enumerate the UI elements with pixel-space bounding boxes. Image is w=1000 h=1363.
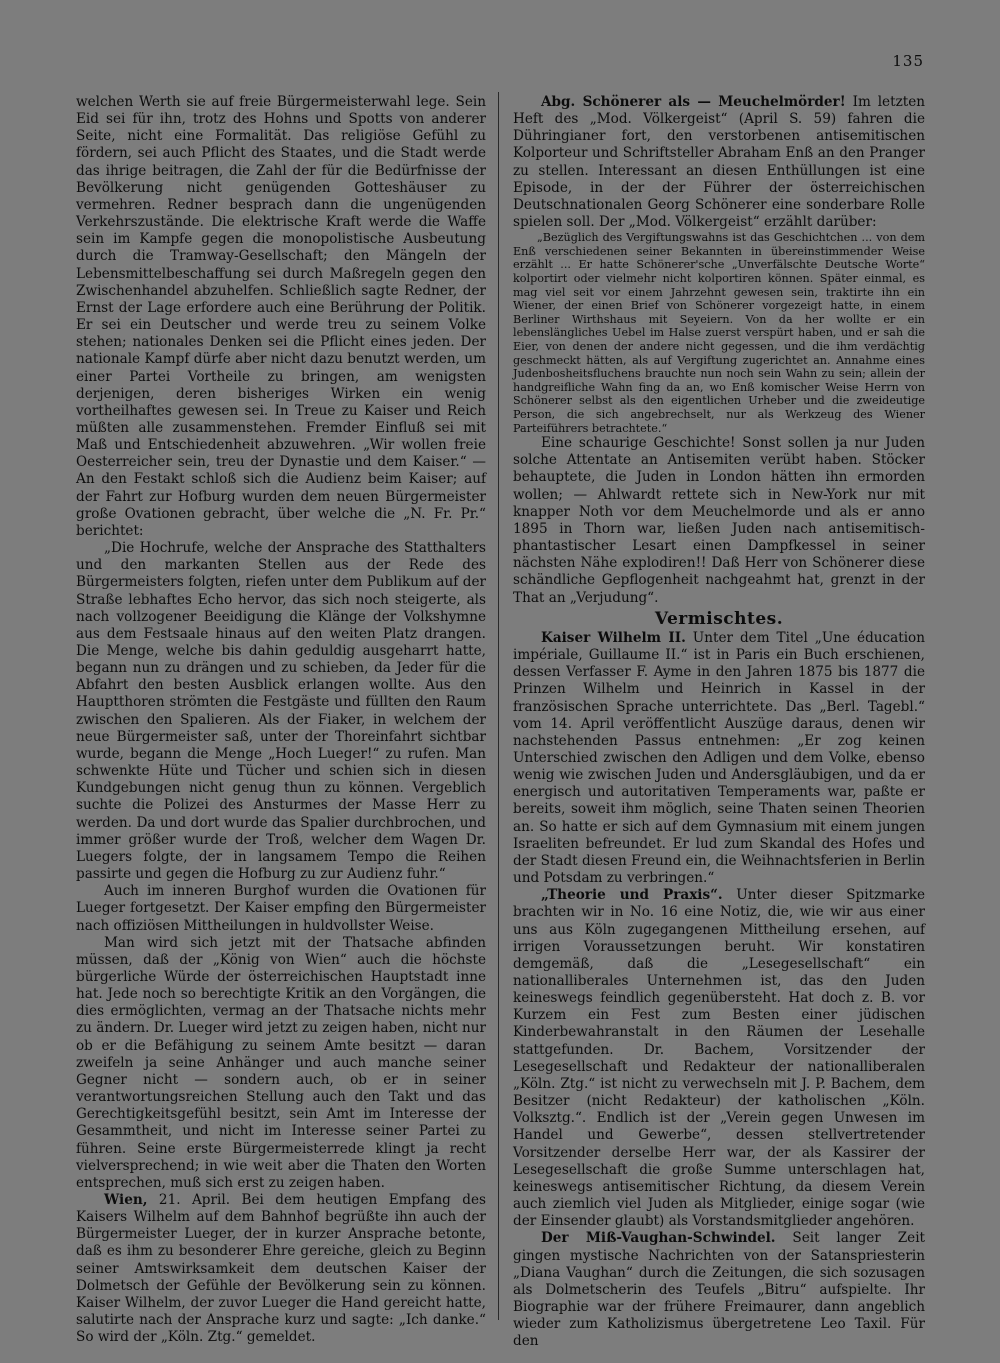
right-paragraph-1 <box>513 94 925 231</box>
right-paragraph-1-text: Im letzten Heft des „Mod. Völkergeist“ (April S. 59) fahren die Dühringianer fort, den verstorbenen antisemitischen Kolporteur und Schriftsteller Abraham Enß an den Pranger zu stellen. Interessant an diesen Enthüllungen ist eine Episode, in der der Führer der österreichischen Deutschnationalen Georg Schönerer eine sonderbare Rolle spielen soll. Der „Mod. Völkergeist“ erzählt darüber: <box>513 94 925 231</box>
right-paragraph-6 <box>513 1230 925 1350</box>
left-paragraph-5 <box>76 1192 486 1346</box>
left-paragraph-4: Man wird sich jetzt mit der Thatsache abfinden müssen, daß der „König von Wien“ auch die höchste bürgerliche Würde der österreichischen Hauptstadt inne hat. Jede noch so berechtigte Kritik an den Vorgängen, die dies ermöglichten, vermag an der Thatsache nichts mehr zu ändern. Dr. Lueger wird jetzt zu zeigen haben, nicht nur ob er die Befähigung zu seinem Amte besitzt — daran zweifeln ja seine Anhänger und auch manche seiner Gegner nicht — sondern auch, ob er in seiner verantwortungsreichen Stellung auch den Takt und das Gerechtigkeitsgefühl besitzt, sein Amt im Interesse der Gesammtheit, und nicht im Interesse seiner Partei zu führen. Seine erste Bürgermeisterrede klingt ja recht vielversprechend; in wie weit aber die Thaten den Worten entsprechen, muß sich erst zu zeigen haben. <box>76 934 486 1191</box>
right-quote-small: „Bezüglich des Vergiftungswahns ist das Geschichtchen ... von dem Enß verschiedenen seiner Bekannten in übereinstimmender Weise erzählt ... Er hatte Schönerer'sche „Unverfälschte Deutsche Worte“ kolportirt oder vielmehr nicht kolportiren können. Später einmal, es mag viel seit vor einem Jahrzehnt gewesen sein, traktirte ihn ein Wiener, der einen Brief von Schönerer vorgezeigt hatte, in einem Berliner Wirthshaus mit Seyeiern. Von da her wollte er ein lebenslängliches Uebel im Halse zuerst verspürt haben, und er sah die Eier, von denen der andere nicht gegessen, und die ihm verdächtig geschmeckt hätten, als auf Vergiftung zugerichtet an. Annahme eines Judenbosheitsfluchens brauchte nun noch sein Wahn zu sein; allein der handgreifliche Wahn fing da an, wo Enß komischer Weise Herrn von Schönerer selbst als den eigentlichen Urheber und die zweideutige Person, die sich angebrechselt, nur als Werkzeug des Wiener Parteiführers betrachtete.“ <box>513 231 925 435</box>
column-rule <box>498 92 499 1320</box>
headline-schoenerer: Abg. Schönerer als — Meuchelmörder! <box>541 94 846 110</box>
headline-vaughan: Der Miß-Vaughan-Schwindel. <box>541 1230 776 1247</box>
headline-theorie-praxis: „Theorie und Praxis“. <box>541 887 723 904</box>
headline-kaiser-wilhelm: Kaiser Wilhelm II. <box>541 629 686 646</box>
dateline-wien: Wien, <box>104 1192 148 1208</box>
right-paragraph-3: Eine schaurige Geschichte! Sonst sollen ja nur Juden solche Attentate an Antisemiten verübt haben. Stöcker behauptete, die Juden in London hätten ihn ermorden wollen; — Ahlwardt rettete sich in New-York nur mit knapper Noth vor dem Meuchelmorde und als er anno 1895 in Thorn war, ließen Juden nach antisemitisch-phantastischer Lesart einen Dampfkessel in seiner nächsten Nähe explodiren!! Daß Herr von Schönerer diese schändliche Gepflogenheit nachgeahmt hat, grenzt in der That an „Verjudung“. <box>513 435 925 606</box>
right-paragraph-4 <box>513 630 925 887</box>
left-column <box>76 94 486 1346</box>
right-paragraph-5 <box>513 887 925 1230</box>
left-paragraph-1: welchen Werth sie auf freie Bürgermeisterwahl lege. Sein Eid sei für ihn, trotz des Hohns und Spotts von anderer Seite, nicht eine Formalität. Das religiöse Gefühl zu fördern, sei auch Pflicht des Staates, und die Stadt werde das ihrige beitragen, die Zahl der für die Bedürfnisse der Bevölkerung nicht genügenden Gotteshäuser zu vermehren. Redner besprach dann die ungenügenden Verkehrszustände. Die elektrische Kraft werde die Waffe sein im Kampfe gegen die monopolistische Ausbeutung durch die Tramway-Gesellschaft; den Mängeln der Lebensmittelbeschaffung sei durch Maßregeln gegen den Zwischenhandel abzuhelfen. Schließlich sagte Redner, der Ernst der Lage erfordere auch eine Berührung der Politik. Er sei ein Deutscher und werde treu zu seinem Volke stehen; nationales Denken sei die Pflicht eines jeden. Der nationale Kampf dürfe aber nicht dazu benutzt werden, um einer Partei Vortheile zu bringen, am wenigsten derjenigen, deren bisheriges Wirken ein wenig vortheilhaftes gewesen sei. In Treue zu Kaiser und Reich müßten alle zusammenstehen. Fremder Einfluß sei mit Maß und Entschiedenheit abzuwehren. „Wir wollen freie Oesterreicher sein, treu der Dynastie und dem Kaiser.“ — An den Festakt schloß sich die Audienz beim Kaiser; auf der Fahrt zur Hofburg wurden dem neuen Bürgermeister große Ovationen gebracht, über welche die „N. Fr. Pr.“ berichtet: <box>76 94 486 539</box>
right-paragraph-5-text: Unter dieser Spitzmarke brachten wir in No. 16 eine Notiz, die, wie wir aus einer uns aus Köln zugegangenen Mittheilung ersehen, auf irrigen Voraussetzungen beruht. Wir konstatiren demgemäß, daß die „Lesegesellschaft“ ein nationalliberales Unternehmen ist, das den Juden keineswegs feindlich gegenübersteht. Hat doch z. B. vor Kurzem ein Fest zum Besten einer jüdischen Kinderbewahranstalt in den Räumen der Lesehalle stattgefunden. Dr. Bachem, Vorsitzender der Lesegesellschaft und Redakteur der nationalliberalen „Köln. Ztg.“ ist nicht zu verwechseln mit J. P. Bachem, dem Besitzer (nicht Redakteur) der katholischen „Köln. Volksztg.“. Endlich ist der „Verein gegen Unwesen im Handel und Gewerbe“, dessen stellvertretender Vorsitzender derselbe Herr war, der als Kassirer der Lesegesellschaft die große Summe unterschlagen hat, keineswegs antisemitischer Richtung, da diesem Verein auch ziemlich viel Juden als Mitglieder, einige sogar (wie der Einsender glaubt) als Vorstandsmitglieder angehören. <box>513 887 925 1230</box>
left-paragraph-3: Auch im inneren Burghof wurden die Ovationen für Lueger fortgesetzt. Der Kaiser empfing den Bürgermeister nach offiziösen Mittheilungen in huldvollster Weise. <box>76 883 486 934</box>
left-paragraph-quote: „Die Hochrufe, welche der Ansprache des Statthalters und den markanten Stellen aus der Rede des Bürgermeisters folgten, riefen unter dem Publikum auf der Straße lebhaftes Echo hervor, das sich noch steigerte, als nach vollzogener Beeidigung die Klänge der Volkshymne aus dem Festsaale hinaus auf den weiten Platz drangen. Die Menge, welche bis dahin geduldig ausgeharrt hatte, begann nun zu drängen und zu schieben, da Jeder für die Abfahrt den besten Ausblick erlangen wollte. Aus den Hauptthoren strömten die Festgäste und füllten den Raum zwischen den Spalieren. Als der Fiaker, in welchem der neue Bürgermeister saß, unter der Thoreinfahrt sichtbar wurde, begann die Menge „Hoch Lueger!“ zu rufen. Man schwenkte Hüte und Tücher und schien sich in diesen Kundgebungen nicht genug thun zu können. Vergeblich suchte die Polizei des Ansturmes der Masse Herr zu werden. Da und dort wurde das Spalier durchbrochen, und immer größer wurde der Troß, welcher dem Wagen Dr. Luegers folgte, der in langsamem Tempo die Reihen passirte und gegen die Hofburg zu zur Audienz fuhr.“ <box>76 540 486 883</box>
right-paragraph-4-text: Unter dem Titel „Une éducation impériale, Guillaume II.“ ist in Paris ein Buch erschienen, dessen Verfasser F. Ayme in den Jahren 1875 bis 1877 die Prinzen Wilhelm und Heinrich in Kassel in der französischen Sprache unterrichtete. Das „Berl. Tagebl.“ vom 14. April veröffentlicht Auszüge daraus, denen wir nachstehenden Passus entnehmen: „Er zog keinen Unterschied zwischen den Adligen und dem Volke, ebenso wenig wie zwischen Juden und Andersgläubigen, und da er energisch und autoritativen Temperaments war, paßte er bereits, soweit ihm möglich, seine Thaten seinen Theorien an. So hatte er sich auf dem Gymnasium mit einem jungen Israeliten befreundet. Er lud zum Skandal des Hofes und der Stadt diesen Freund ein, die Weihnachtsferien in Berlin und Potsdam zu verbringen.“ <box>513 629 925 887</box>
right-column <box>513 94 925 1350</box>
left-paragraph-5-text: 21. April. Bei dem heutigen Empfang des Kaisers Wilhelm auf dem Bahnhof begrüßte ihn auch der Bürgermeister Lueger, der in kurzer Ansprache betonte, daß es ihm zu besonderer Ehre gereiche, gleich zu Beginn seiner Amtswirksamkeit dem deutschen Kaiser der Dolmetsch der Gefühle der Bevölkerung sein zu können. Kaiser Wilhelm, der zuvor Lueger die Hand gereicht hatte, salutirte nach der Ansprache kurz und sagte: „Ich danke.“ So wird der „Köln. Ztg.“ gemeldet. <box>76 1192 486 1346</box>
section-title: Vermischtes. <box>654 608 784 629</box>
right-paragraph-6-text: Seit langer Zeit gingen mystische Nachrichten von der Satanspriesterin „Diana Vaughan“ durch die Zeitungen, die sich sozusagen als Dolmetscherin des Teufels „Bitru“ aufspielte. Ihr Biographie war der frühere Freimaurer, dann angeblich wieder zum Katholizismus übergetretene Leo Taxil. Für den <box>513 1230 926 1350</box>
page-number: 135 <box>892 52 924 70</box>
